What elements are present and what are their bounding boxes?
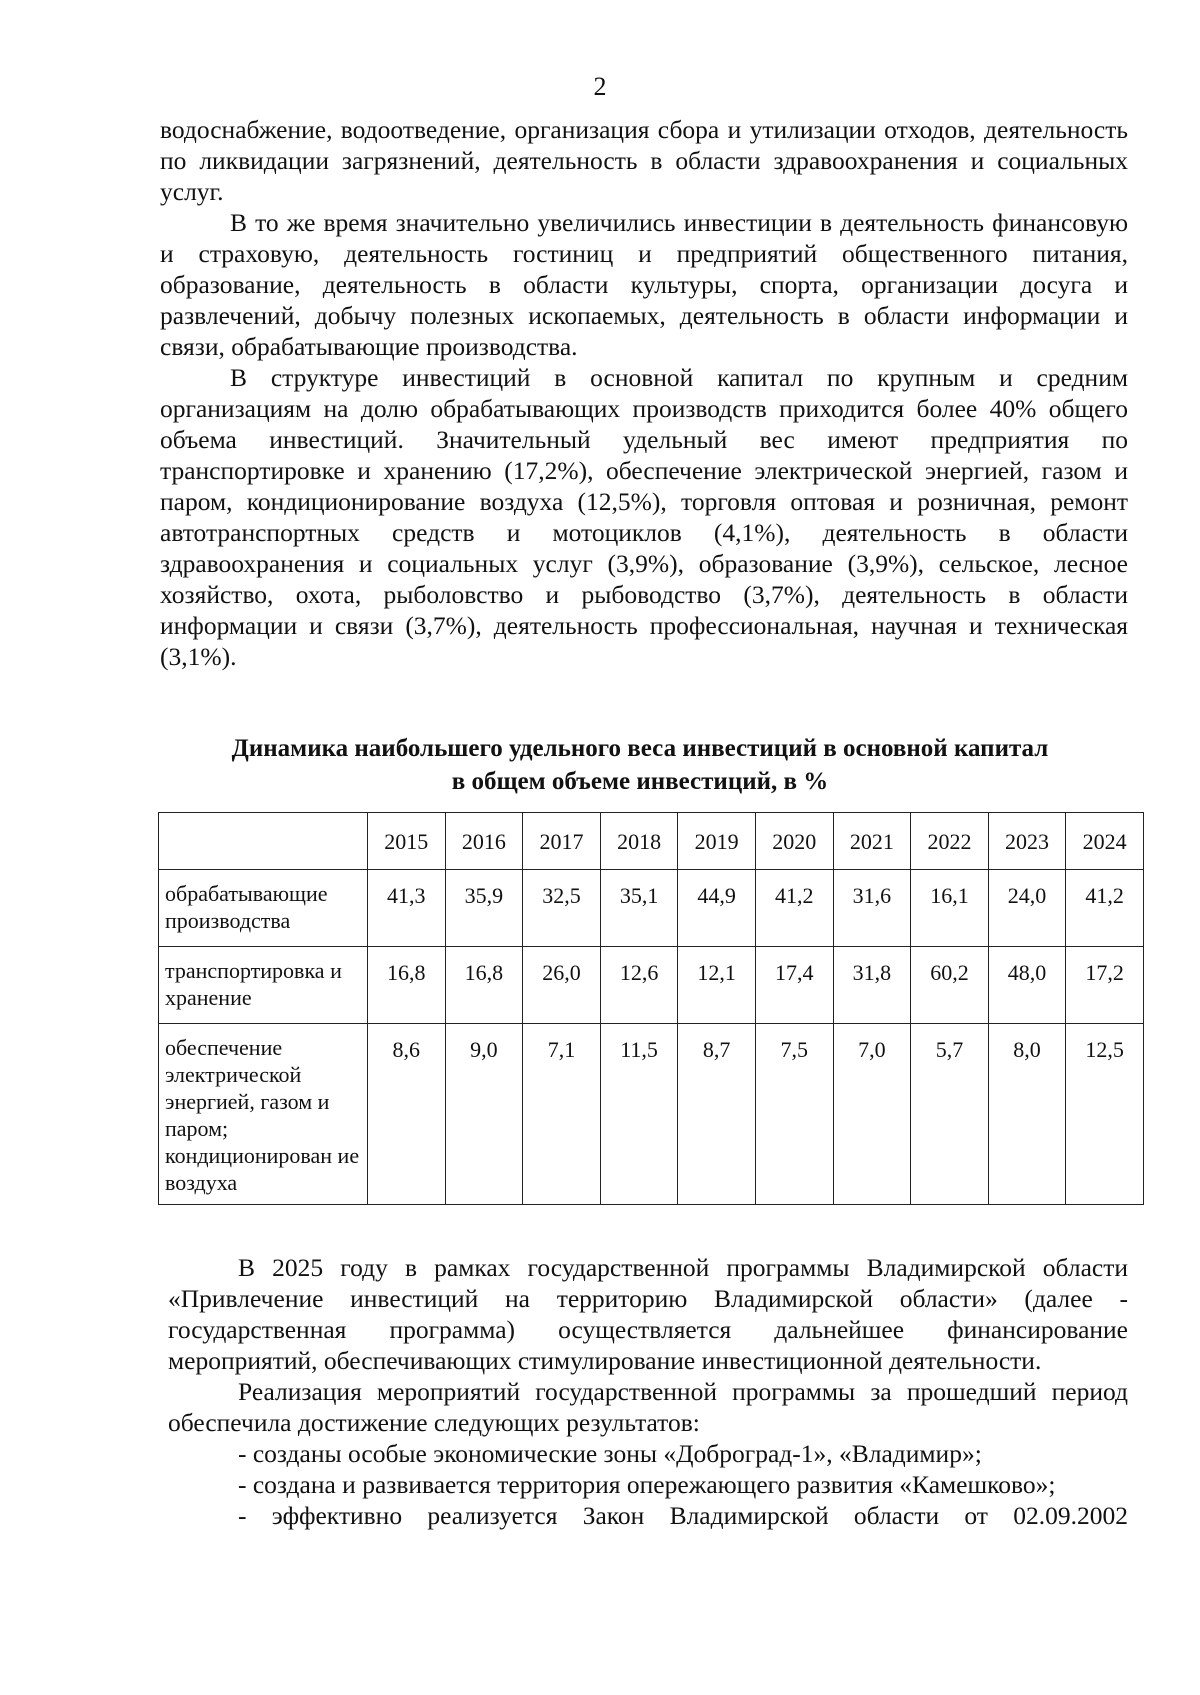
- year-header: 2020: [755, 813, 833, 870]
- investment-share-table: [158, 812, 1144, 1205]
- table-cell: 7,5: [755, 1024, 833, 1205]
- list-item: - созданы особые экономические зоны «Доброград-1», «Владимир»;: [238, 1439, 982, 1468]
- table-cell: 41,2: [1066, 870, 1144, 947]
- table-cell: 31,6: [833, 870, 911, 947]
- list-item: - эффективно реализуется Закон Владимирской области от 02.09.2002: [238, 1501, 1128, 1530]
- table-cell: 12,5: [1066, 1024, 1144, 1205]
- row-label: обрабатывающие производства: [159, 870, 368, 947]
- table-cell: 48,0: [988, 947, 1066, 1024]
- paragraph: Реализация мероприятий государственной программы за прошедший период обеспечила достижение следующих результатов:: [168, 1377, 1128, 1437]
- year-header: 2023: [988, 813, 1066, 870]
- table-cell: 8,0: [988, 1024, 1066, 1205]
- year-header: 2019: [678, 813, 756, 870]
- year-header: 2016: [445, 813, 523, 870]
- table-title-line: Динамика наибольшего удельного веса инвестиций в основной капитал: [231, 735, 1049, 762]
- table-cell: 24,0: [988, 870, 1066, 947]
- row-label: транспортировка и хранение: [159, 947, 368, 1024]
- table-cell: 8,7: [678, 1024, 756, 1205]
- table-cell: 17,2: [1066, 947, 1144, 1024]
- table-cell: 17,4: [755, 947, 833, 1024]
- paragraph: В 2025 году в рамках государственной программы Владимирской области «Привлечение инвестиций на территорию Владимирской области» (далее - государственная программа) осуществляется дальнейшее финансирование мероприятий, обеспечивающих стимулирование инвестиционной деятельности.: [168, 1253, 1128, 1375]
- table-row: [159, 870, 1144, 947]
- table-cell: 26,0: [523, 947, 601, 1024]
- table-cell: 12,1: [678, 947, 756, 1024]
- year-header: 2018: [600, 813, 678, 870]
- table-cell: 35,1: [600, 870, 678, 947]
- table-header-row: [159, 813, 1144, 870]
- table-row: [159, 947, 1144, 1024]
- year-header: 2022: [911, 813, 989, 870]
- table-cell: 16,8: [368, 947, 446, 1024]
- list-item: - создана и развивается территория опережающего развития «Камешково»;: [238, 1470, 1056, 1499]
- table-cell: 12,6: [600, 947, 678, 1024]
- year-header: 2024: [1066, 813, 1144, 870]
- year-header: 2017: [523, 813, 601, 870]
- table-cell: 32,5: [523, 870, 601, 947]
- body-text-top: [160, 114, 1128, 672]
- year-header: 2021: [833, 813, 911, 870]
- table-row: [159, 1024, 1144, 1205]
- body-text-bottom: [168, 1252, 1128, 1531]
- year-header: 2015: [368, 813, 446, 870]
- row-label: обеспечение электрической энергией, газом и паром; кондиционирован ие воздуха: [159, 1024, 368, 1205]
- table-cell: 16,8: [445, 947, 523, 1024]
- table-cell: 7,1: [523, 1024, 601, 1205]
- table-cell: 5,7: [911, 1024, 989, 1205]
- table-cell: 41,2: [755, 870, 833, 947]
- table-cell: 31,8: [833, 947, 911, 1024]
- table-cell: 41,3: [368, 870, 446, 947]
- table-cell: 11,5: [600, 1024, 678, 1205]
- table-title: [150, 732, 1130, 798]
- table-cell: 35,9: [445, 870, 523, 947]
- table-cell: 60,2: [911, 947, 989, 1024]
- table-cell: 16,1: [911, 870, 989, 947]
- table-cell: 8,6: [368, 1024, 446, 1205]
- table-cell: 9,0: [445, 1024, 523, 1205]
- table-cell: 44,9: [678, 870, 756, 947]
- page-number: 2: [593, 72, 607, 101]
- paragraph: В то же время значительно увеличились инвестиции в деятельность финансовую и страховую, деятельность гостиниц и предприятий общественного питания, образование, деятельность в области культуры, спорта, организации досуга и развлечений, добычу полезных ископаемых, деятельность в области информации и связи, обрабатывающие производства.: [160, 208, 1128, 361]
- paragraph: водоснабжение, водоотведение, организация сбора и утилизации отходов, деятельность по ликвидации загрязнений, деятельность в области здравоохранения и социальных услуг.: [160, 115, 1128, 206]
- paragraph: В структуре инвестиций в основной капитал по крупным и средним организациям на долю обрабатывающих производств приходится более 40% общего объема инвестиций. Значительный удельный вес имеют предприятия по транспортировке и хранению (17,2%), обеспечение электрической энергией, газом и паром, кондиционирование воздуха (12,5%), торговля оптовая и розничная, ремонт автотранспортных средств и мотоциклов (4,1%), деятельность в области здравоохранения и социальных услуг (3,9%), образование (3,9%), сельское, лесное хозяйство, охота, рыболовство и рыбоводство (3,7%), деятельность в области информации и связи (3,7%), деятельность профессиональная, научная и техническая (3,1%).: [160, 363, 1128, 671]
- table-title-line: в общем объеме инвестиций, в %: [451, 768, 829, 795]
- table-corner-cell: [159, 813, 368, 870]
- table-cell: 7,0: [833, 1024, 911, 1205]
